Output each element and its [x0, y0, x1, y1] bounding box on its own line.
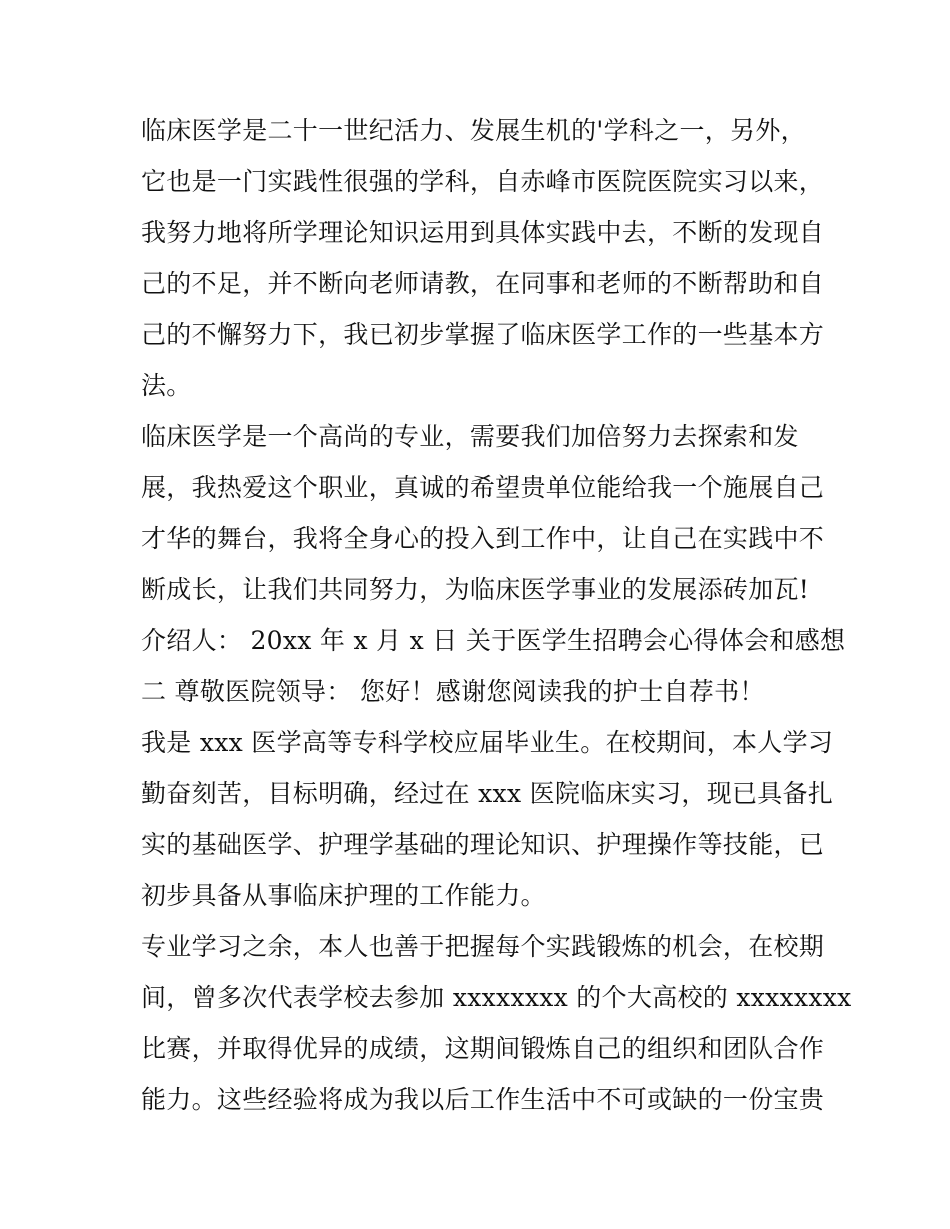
- text-line: 能力。这些经验将成为我以后工作生活中不可或缺的一份宝贵: [141, 1085, 825, 1114]
- text-line: 己的不懈努力下，我已初步掌握了临床医学工作的一些基本方: [141, 320, 825, 349]
- document-body: [141, 105, 852, 1125]
- text-line: 初步具备从事临床护理的工作能力。: [141, 881, 546, 910]
- text-line: 我努力地将所学理论知识运用到具体实践中去，不断的发现自: [141, 218, 825, 247]
- text-line: 展，我热爱这个职业，真诚的希望贵单位能给我一个施展自己: [141, 473, 825, 502]
- text-line: 实的基础医学、护理学基础的理论知识、护理操作等技能，已: [141, 830, 825, 859]
- text-line: 比赛，并取得优异的成绩，这期间锻炼自己的组织和团队合作: [141, 1034, 825, 1063]
- text-line: 法。: [141, 371, 192, 400]
- text-line: 介绍人： 20xx 年 x 月 x 日 关于医学生招聘会心得体会和感想: [141, 626, 846, 655]
- text-line: 勤奋刻苦，目标明确，经过在 xxx 医院临床实习，现已具备扎: [141, 779, 834, 808]
- text-line: 才华的舞台，我将全身心的投入到工作中，让自己在实践中不: [141, 524, 825, 553]
- text-line: 己的不足，并不断向老师请教，在同事和老师的不断帮助和自: [141, 269, 825, 298]
- text-line: 临床医学是一个高尚的专业，需要我们加倍努力去探索和发: [141, 422, 799, 451]
- text-line: 临床医学是二十一世纪活力、发展生机的'学科之一，另外，: [141, 116, 806, 145]
- text-line: 断成长，让我们共同努力，为临床医学事业的发展添砖加瓦!: [141, 575, 810, 604]
- text-line: 二 尊敬医院领导： 您好！感谢您阅读我的护士自荐书！: [141, 677, 765, 706]
- text-line: 专业学习之余，本人也善于把握每个实践锻炼的机会，在校期: [141, 932, 825, 961]
- text-line: 我是 xxx 医学高等专科学校应届毕业生。在校期间，本人学习: [141, 728, 834, 757]
- text-line: 间，曾多次代表学校去参加 xxxxxxxx 的个大高校的 xxxxxxxx: [141, 983, 852, 1012]
- text-line: 它也是一门实践性很强的学科，自赤峰市医院医院实习以来，: [141, 167, 825, 196]
